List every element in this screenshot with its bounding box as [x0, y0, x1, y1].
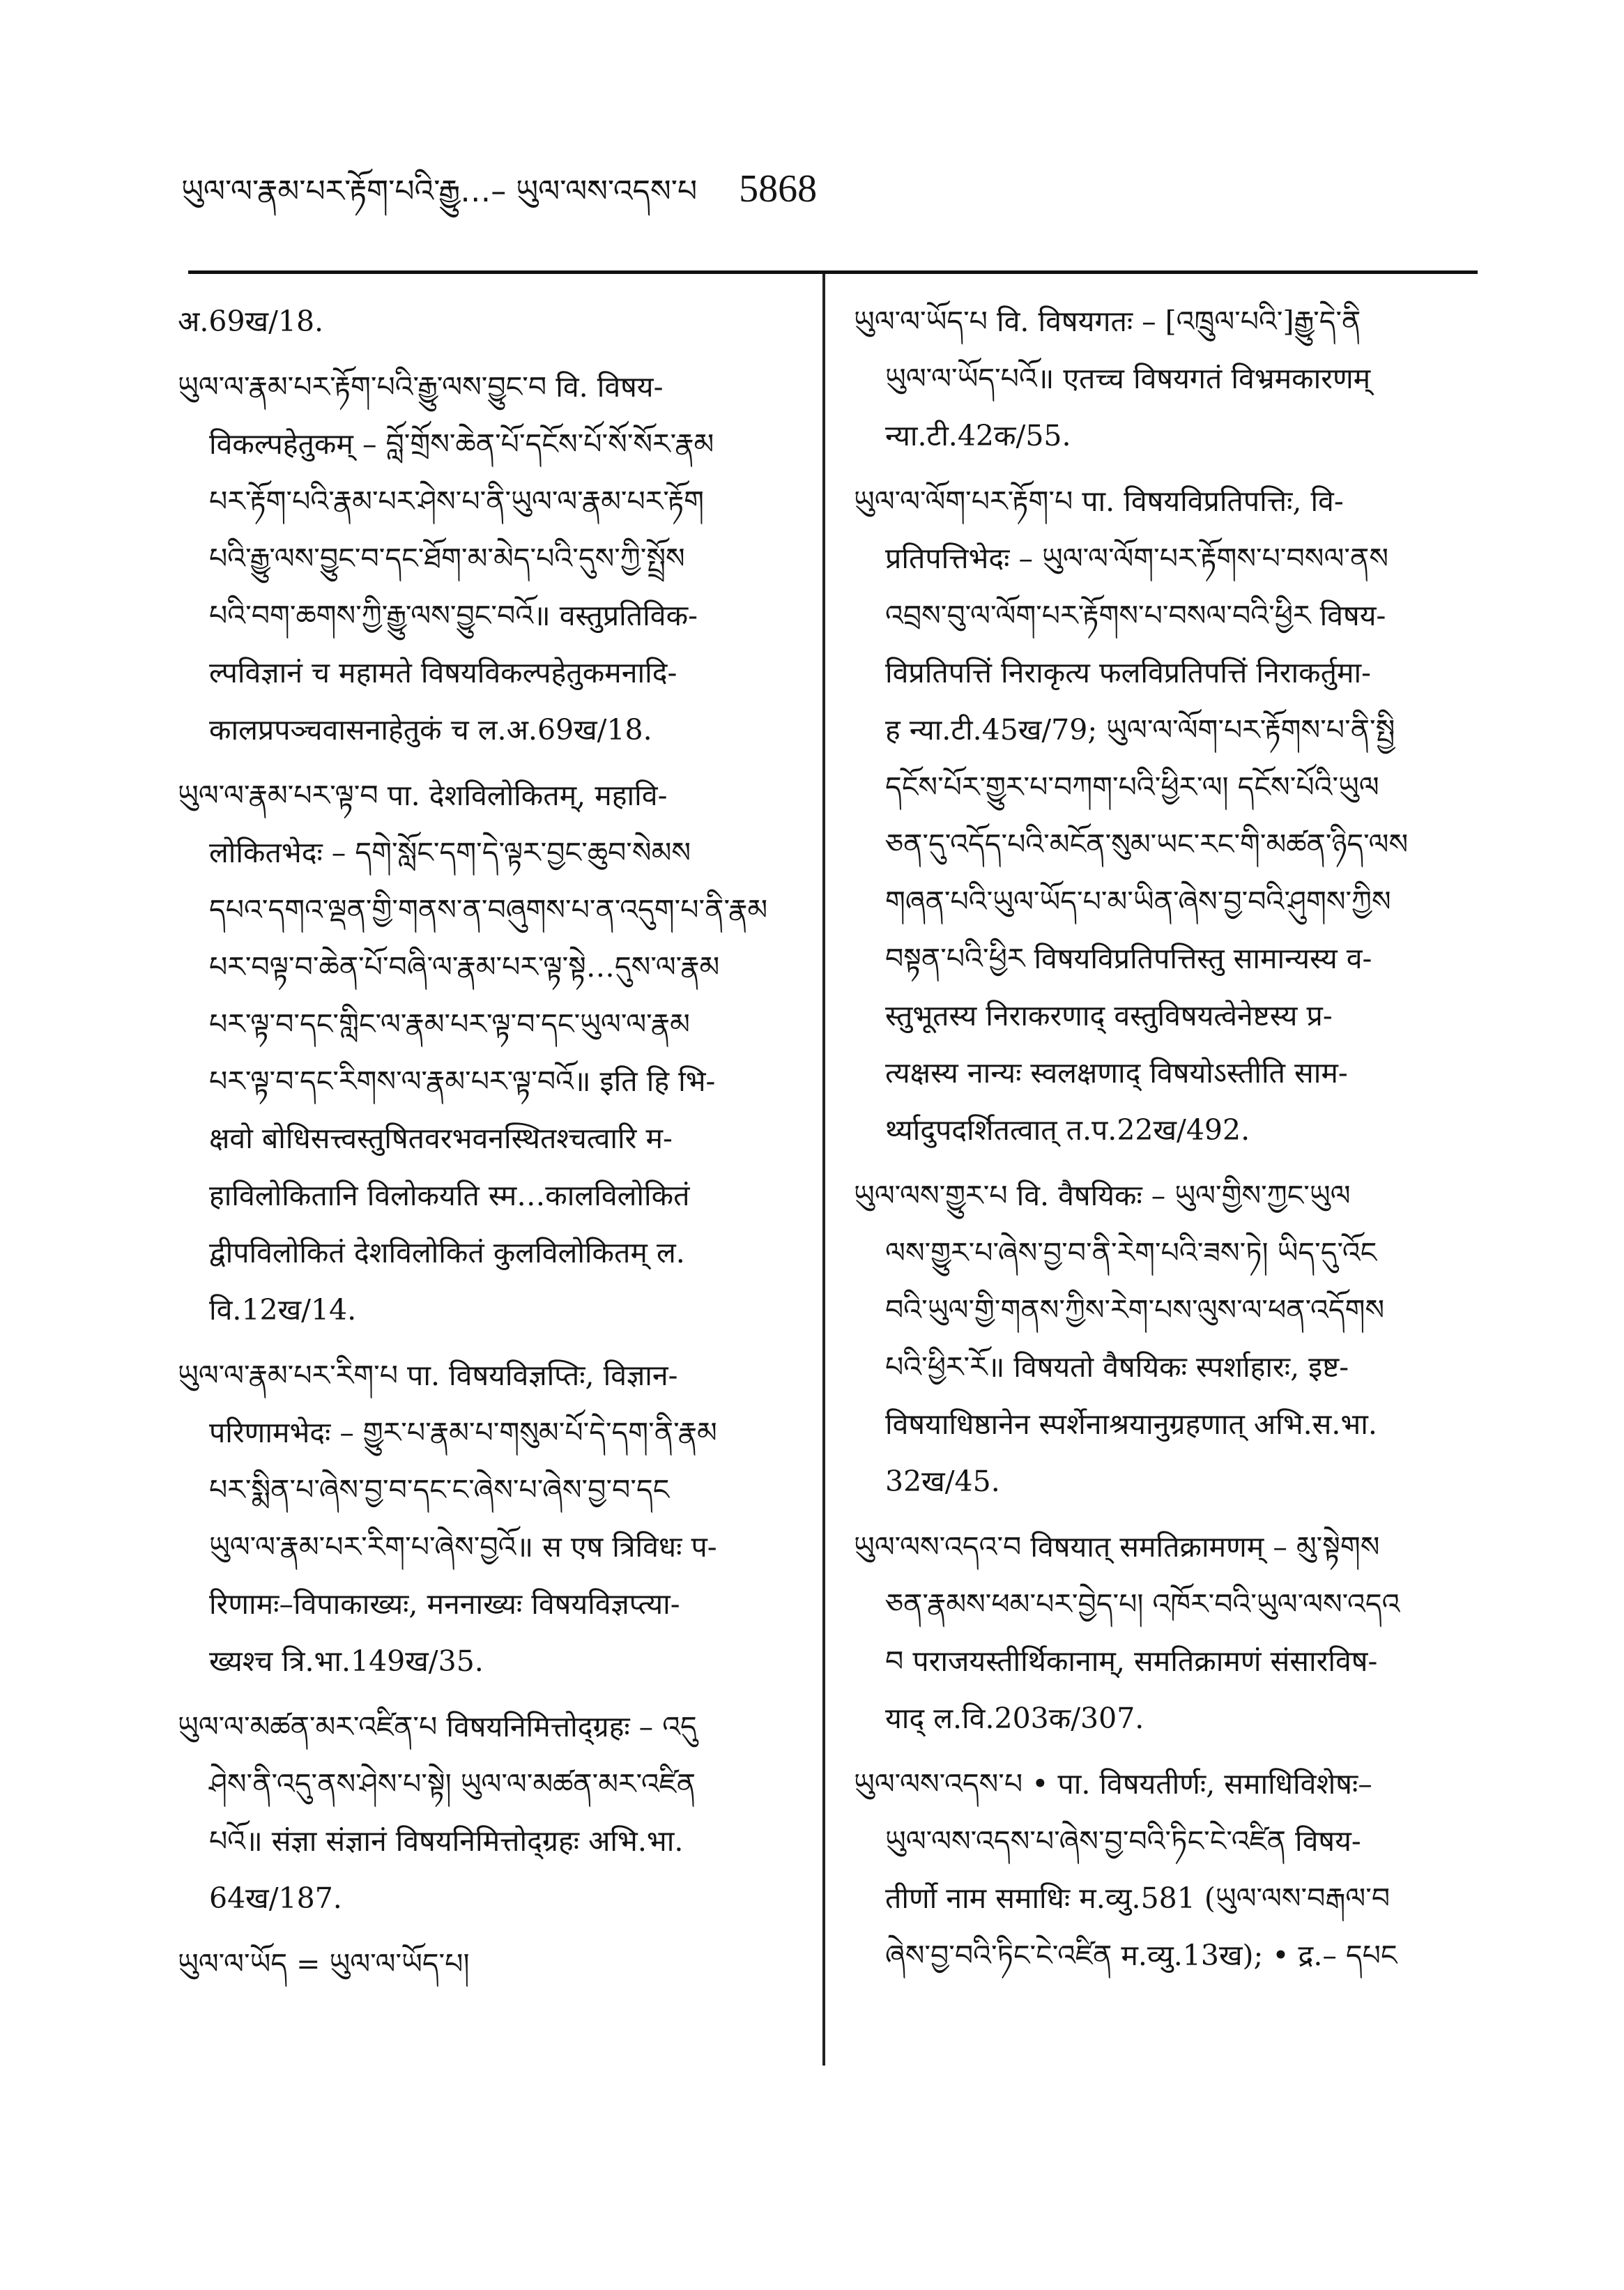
entry-line: འབྲས་བུ་ལ་ལོག་པར་རྟོགས་པ་བསལ་བའི་ཕྱིར विषय- [885, 599, 1386, 632]
entry-line: प्रतिपत्तिभेदः – ཡུལ་ལ་ལོག་པར་རྟོགས་པ་བསལ་ནས [885, 542, 1389, 575]
column-divider [822, 274, 825, 2066]
entry-line: པའི་རྒྱུ་ལས་བྱུང་བ་དང་ཐོག་མ་མེད་པའི་དུས་ཀྱི་སྤྲོས [209, 542, 685, 575]
entry-line: 32ख/45. [885, 1465, 1000, 1498]
entry-line: ཡུལ་ལས་གྱུར་པ वि. वैषयिकः – ཡུལ་གྱིས་ཀྱང་ཡུལ [854, 1179, 1351, 1212]
left-column [178, 293, 791, 2001]
entry-line: དངོས་པོར་གྱུར་པ་བཀག་པའི་ཕྱིར་ལ། དངོས་པོའི་ཡུལ [885, 770, 1379, 804]
entry-line: ཡུལ་ལ་རྣམ་པར་རྟོག་པའི་རྒྱུ་ལས་བྱུང་བ वि. विषय- [178, 370, 664, 404]
entry-line: པར་རྟོག་པའི་རྣམ་པར་ཤེས་པ་ནི་ཡུལ་ལ་རྣམ་པར་རྟོག [209, 484, 704, 518]
entry-line: ཡུལ་ལ་རྣམ་པར་རིག་པ་ཞེས་བྱའོ॥ स एष त्रिविधः प- [209, 1530, 717, 1564]
entry-line: གཞན་པའི་ཡུལ་ཡོད་པ་མ་ཡིན་ཞེས་བྱ་བའི་ཤུགས་ཀྱིས [885, 885, 1391, 918]
entry-line: ལས་གྱུར་པ་ཞེས་བྱ་བ་ནི་རེག་པའི་ཟས་ཏེ། ཡིད་དུ་འོང [885, 1236, 1377, 1269]
entry-line: པར་སྨིན་པ་ཞེས་བྱ་བ་དང་ང་ཞེས་པ་ཞེས་བྱ་བ་དང [209, 1473, 670, 1506]
entry-line: द्वीपविलोकितं देशविलोकितं कुलविलोकितम् ल. [209, 1236, 685, 1269]
entry-line: ཡུལ་ལ་རྣམ་པར་རིག་པ पा. विषयविज्ञप्तिः, विज्ञान- [178, 1359, 678, 1392]
right-column [854, 293, 1467, 1992]
entry-line: र्थ्यादुपदर्शितत्वात् त.प.22ख/492. [885, 1113, 1250, 1147]
entry-line: लोकितभेदः – དགེ་སློང་དག་དེ་ལྟར་བྱང་ཆུབ་སེམས [209, 836, 691, 869]
entry-line: याद् ल.वि.203क/307. [885, 1702, 1144, 1735]
entry-line: ཡུལ་ལས་འདའ་བ विषयात् समतिक्रामणम् – མུ་སྟེགས [854, 1530, 1380, 1564]
page-number: 5868 [739, 167, 818, 211]
dictionary-entry [854, 1518, 1467, 1747]
dictionary-entry [854, 1167, 1467, 1510]
dictionary-entry [178, 1347, 791, 1690]
entry-line: स्तुभूतस्य निराकरणाद् वस्तुविषयत्वेनेष्टस्य प्र- [885, 999, 1333, 1032]
entry-line: པར་ལྟ་བ་དང་རིགས་ལ་རྣམ་པར་ལྟ་བའོ॥ इति हि भि- [209, 1064, 716, 1098]
entry-line: ཞེས་བྱ་བའི་ཏིང་ངེ་འཛིན म.व्यु.13ख); • द्र.– དཔང [885, 1939, 1397, 1972]
entry-line: ख्यश्च त्रि.भा.149ख/35. [209, 1644, 484, 1678]
entry-line: न्या.टी.42क/55. [885, 419, 1071, 452]
dictionary-entry [178, 767, 791, 1338]
dictionary-entry [178, 293, 791, 350]
entry-line: ཡུལ་ལས་འདས་པ • पा. विषयतीर्णः, समाधिविशेषः– [854, 1767, 1372, 1801]
entry-line: रिणामः–विपाकाख्यः, मननाख्यः विषयविज्ञप्त्या- [209, 1587, 680, 1621]
entry-line: हाविलोकितानि विलोकयति स्म…कालविलोकितं [209, 1179, 690, 1212]
entry-line: परिणामभेदः – གྱུར་པ་རྣམ་པ་གསུམ་པོ་དེ་དག་ནི་རྣམ [209, 1416, 717, 1449]
entry-line: པའི་ཕྱིར་རོ॥ विषयतो वैषयिकः स्पर्शाहारः, इष्ट- [885, 1350, 1349, 1384]
dictionary-entry [854, 1755, 1467, 1984]
entry-line: པར་བལྟ་བ་ཆེན་པོ་བཞི་ལ་རྣམ་པར་ལྟ་སྟེ…དུས་ལ་རྣམ [209, 950, 720, 984]
entry-line: त्यक्षस्य नान्यः स्वलक्षणाद् विषयोऽस्तीति साम- [885, 1056, 1348, 1090]
entry-line: བའི་ཡུལ་གྱི་གནས་ཀྱིས་རེག་པས་ལུས་ལ་ཕན་འདོགས [885, 1293, 1385, 1327]
entry-line: ह न्या.टी.45ख/79; ཡུལ་ལ་ལོག་པར་རྟོགས་པ་ནི་སྤྱི [885, 713, 1395, 747]
running-header [181, 157, 878, 227]
entry-line: ཅན་དུ་འདོད་པའི་མངོན་སུམ་ཡང་རང་གི་མཚན་ཉིད་ལས [885, 827, 1409, 861]
entry-line: विषयाधिष्ठानेन स्पर्शेनाश्रयानुग्रहणात् अभि.स.भा. [885, 1407, 1377, 1441]
dictionary-entry [854, 473, 1467, 1159]
entry-line: ཡུལ་ལ་ལོག་པར་རྟོག་པ पा. विषयविप्रतिपत्तिः, वि- [854, 484, 1344, 518]
dictionary-entry [178, 1935, 791, 1992]
entry-line: कालप्रपञ्चवासनाहेतुकं च ल.अ.69ख/18. [209, 713, 652, 747]
entry-line: པའོ॥ संज्ञा संज्ञानं विषयनिमित्तोद्ग्रहः अभि.भा. [209, 1824, 684, 1858]
entry-line: དཔའ་དགའ་ལྡན་གྱི་གནས་ན་བཞུགས་པ་ན་འདུག་པ་ནི་རྣམ [209, 893, 768, 926]
entry-line: བསྟན་པའི་ཕྱིར विषयविप्रतिपत्तिस्तु सामान्यस्य व- [885, 942, 1372, 975]
entry-line: བ पराजयस्तीर्थिकानाम्, समतिक्रामणं संसारविष- [885, 1644, 1378, 1678]
entry-line: ཡུལ་ལ་ཡོད = ཡུལ་ལ་ཡོད་པ། [178, 1947, 470, 1980]
entry-line: ཡུལ་ལ་མཚན་མར་འཛིན་པ विषयनिमित्तोद्ग्रहः – འདུ [178, 1710, 697, 1743]
dictionary-entry [178, 1698, 791, 1927]
entry-line: ཡུལ་ལ་རྣམ་པར་ལྟ་བ पा. देशविलोकितम्, महावि- [178, 779, 668, 812]
entry-line: तीर्णो नाम समाधिः म.व्यु.581 (ཡུལ་ལས་བརྒལ་བ [885, 1881, 1391, 1915]
entry-line: विकल्पहेतुकम् – བློ་གྲོས་ཆེན་པོ་དངོས་པོ་སོ་སོར་རྣམ [209, 427, 714, 461]
dictionary-entry [854, 293, 1467, 464]
running-head: ཡུལ་ལ་རྣམ་པར་རྟོག་པའི་རྒྱུ…– ཡུལ་ལས་འདས་པ [181, 174, 698, 209]
entry-line: ཡུལ་ལས་འདས་པ་ཞེས་བྱ་བའི་ཏིང་ངེ་འཛིན विषय- [885, 1824, 1361, 1858]
entry-line: ཡུལ་ལ་ཡོད་པ वि. विषयगतः – [འཁྲུལ་པའི་]རྒྱུ་དེ་ནི [854, 305, 1361, 338]
entry-line: वि.12ख/14. [209, 1293, 357, 1327]
entry-line: क्षवो बोधिसत्त्वस्तुषितवरभवनस्थितश्चत्वारि म- [209, 1122, 673, 1155]
entry-line: विप्रतिपत्तिं निराकृत्य फलविप्रतिपत्तिं निराकर्तुमा- [885, 656, 1371, 689]
dictionary-entry [178, 358, 791, 758]
entry-line: 64ख/187. [209, 1881, 342, 1915]
entry-line: པའི་བག་ཆགས་ཀྱི་རྒྱུ་ལས་བྱུང་བའོ॥ वस्तुप्रतिविक- [209, 599, 698, 632]
entry-line: ल्पविज्ञानं च महामते विषयविकल्पहेतुकमनादि- [209, 656, 677, 689]
entry-line: अ.69ख/18. [178, 305, 324, 338]
entry-line: པར་ལྟ་བ་དང་གླིང་ལ་རྣམ་པར་ལྟ་བ་དང་ཡུལ་ལ་རྣམ [209, 1007, 690, 1041]
header-rule [188, 270, 1478, 274]
entry-line: ཤེས་ནི་འདུ་ནས་ཤེས་པ་སྟེ། ཡུལ་ལ་མཚན་མར་འཛིན [209, 1767, 696, 1801]
entry-line: ཅན་རྣམས་ཕམ་པར་བྱེད་པ། འཁོར་བའི་ཡུལ་ལས་འདའ [885, 1587, 1400, 1621]
entry-line: ཡུལ་ལ་ཡོད་པའོ॥ एतच्च विषयगतं विभ्रमकारणम् [885, 362, 1371, 395]
